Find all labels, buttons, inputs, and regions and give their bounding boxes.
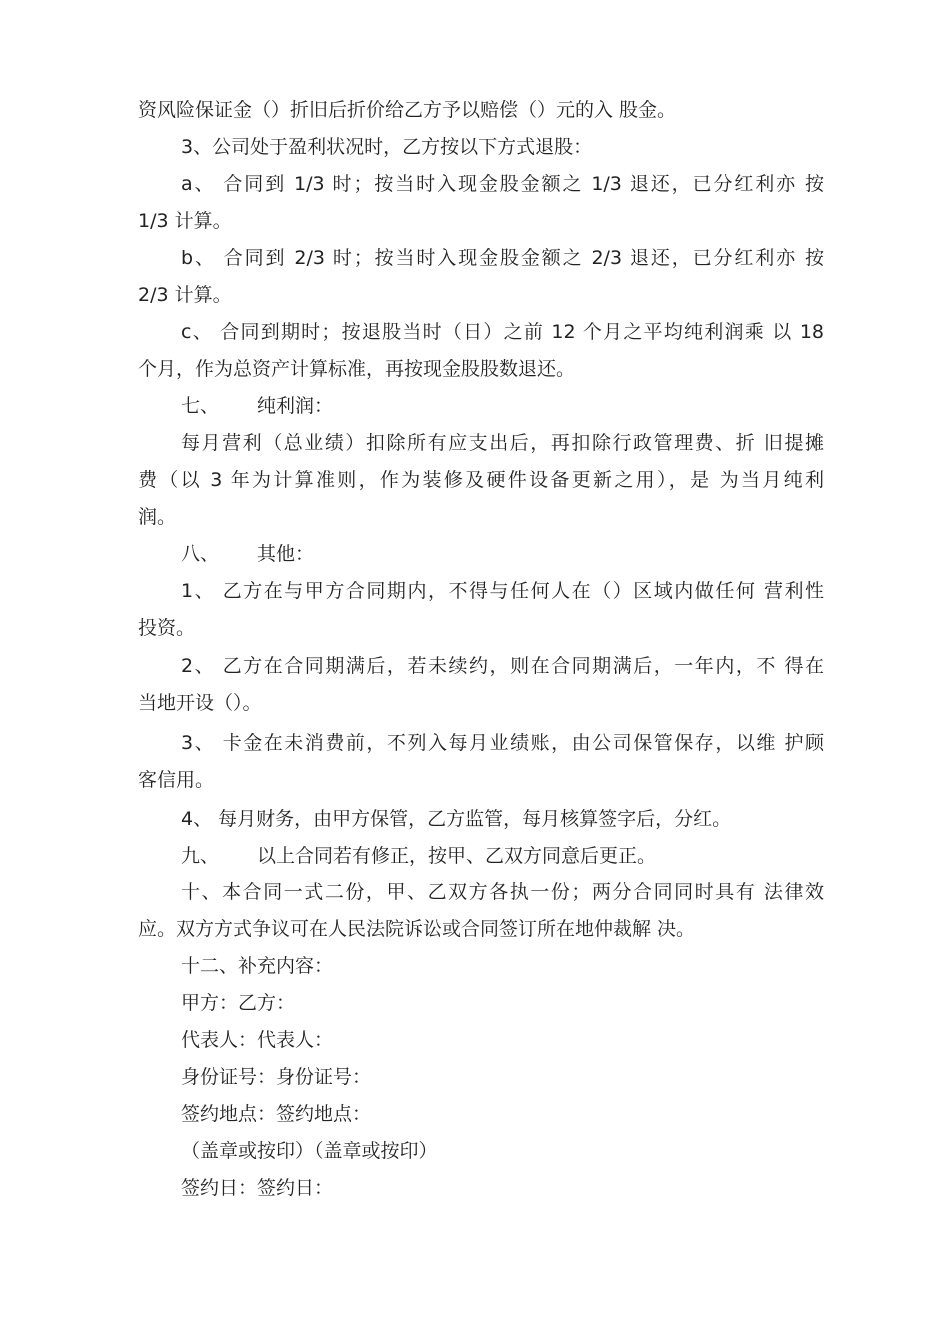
paragraph-net-profit <box>138 425 824 536</box>
paragraph-profit-withdrawal <box>138 129 824 166</box>
text-line: 1/3 计算。 <box>138 210 232 232</box>
text-line: 客信用。 <box>138 769 215 791</box>
text-line: 个月，作为总资产计算标准，再按现金股股数退还。 <box>138 358 576 380</box>
other-clause-3 <box>138 725 824 799</box>
section-number: 七、 <box>181 395 220 417</box>
party-line: 甲方：乙方： <box>181 992 296 1014</box>
section-number: 八、 <box>181 543 220 565</box>
text-line: 资风险保证金（）折旧后折价给乙方予以赔偿（）元的入 股金。 <box>138 99 677 121</box>
text-line: 十、本合同一式二份，甲、乙双方各执一份；两分合同同时具有 法律效 <box>181 881 824 903</box>
text-line: 2、 乙方在合同期满后，若未续约，则在合同期满后，一年内，不 得在 <box>181 655 824 677</box>
clause-b <box>138 240 824 314</box>
other-clause-2 <box>138 648 824 722</box>
text-line: 3、公司处于盈利状况时，乙方按以下方式退股： <box>181 136 593 158</box>
seal-line: （盖章或按印）（盖章或按印） <box>181 1140 438 1162</box>
text-line: b、 合同到 2/3 时；按当时入现金股金额之 2/3 退还，已分红利亦 按 <box>181 247 824 269</box>
section-heading-9 <box>138 838 824 875</box>
text-line: 应。双方方式争议可在人民法院诉讼或合同签订所在地仲裁解 决。 <box>138 918 696 940</box>
text-line: 当地开设（）。 <box>138 692 262 714</box>
text-line: a、 合同到 1/3 时；按当时入现金股金额之 1/3 退还，已分红利亦 按 <box>181 173 824 195</box>
section-heading-7 <box>138 388 824 425</box>
representative-line: 代表人：代表人： <box>181 1029 334 1051</box>
other-clause-4 <box>138 801 824 838</box>
section-heading-8 <box>138 536 824 573</box>
text-line: 十二、补充内容： <box>181 955 334 977</box>
paragraph-risk-deposit <box>138 92 824 129</box>
text-line: 投资。 <box>138 617 196 639</box>
id-number-line: 身份证号：身份证号： <box>181 1066 372 1088</box>
section-title: 其他： <box>257 543 315 565</box>
text-line: 4、 每月财务，由甲方保管，乙方监管，每月核算签字后，分红。 <box>181 808 732 830</box>
text-line: 2/3 计算。 <box>138 284 232 306</box>
other-clause-1 <box>138 573 824 647</box>
text-line: 每月营利（总业绩）扣除所有应支出后，再扣除行政管理费、折 旧提摊 <box>181 432 824 454</box>
signature-block <box>138 985 824 1207</box>
text-line: c、 合同到期时；按退股当时（日）之前 12 个月之平均纯利润乘 以 18 <box>181 321 824 343</box>
section-12 <box>138 948 824 985</box>
section-title: 以上合同若有修正，按甲、乙双方同意后更正。 <box>257 845 657 867</box>
section-number: 九、 <box>181 845 220 867</box>
section-10 <box>138 874 824 948</box>
text-line: 润。 <box>138 506 177 528</box>
section-title: 纯利润： <box>257 395 334 417</box>
signing-place-line: 签约地点：签约地点： <box>181 1103 372 1125</box>
text-line: 1、 乙方在与甲方合同期内，不得与任何人在（）区域内做任何 营利性 <box>181 580 824 602</box>
text-line: 3、 卡金在未消费前，不列入每月业绩账，由公司保管保存，以维 护顾 <box>181 732 824 754</box>
signing-date-line: 签约日：签约日： <box>181 1177 334 1199</box>
clause-c <box>138 314 824 388</box>
text-line: 费（以 3 年为计算准则，作为装修及硬件设备更新之用），是 为当月纯利 <box>138 469 824 491</box>
clause-a <box>138 166 824 240</box>
